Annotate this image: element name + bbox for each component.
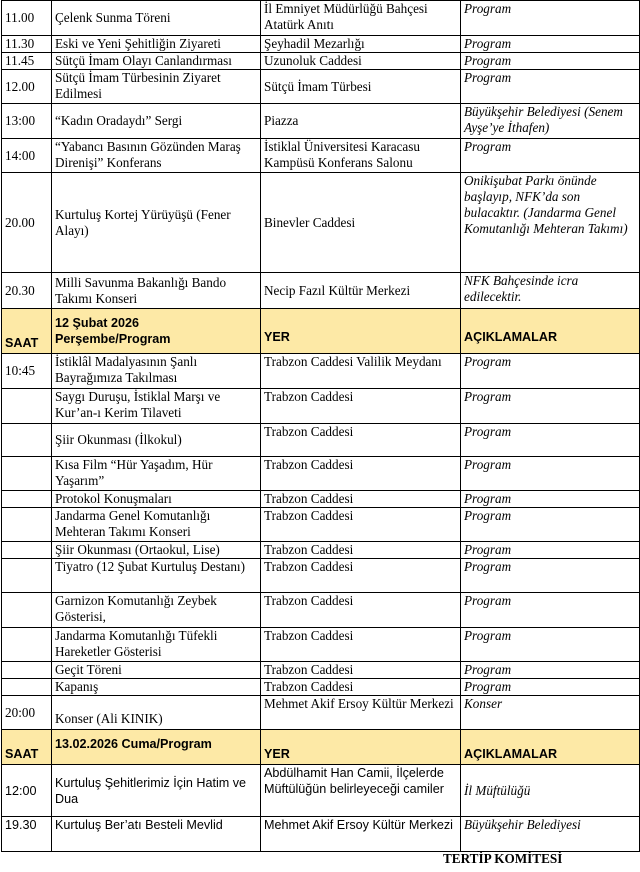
table-row [2, 457, 640, 491]
note-cell: Program [461, 662, 640, 679]
place-cell: Mehmet Akif Ersoy Kültür Merkezi [261, 817, 461, 852]
time-cell: 11.30 [2, 36, 52, 53]
note-cell: Program [461, 354, 640, 389]
event-cell: Sütçü İmam Türbesinin Ziyaret Edilmesi [52, 70, 261, 104]
table-row [2, 104, 640, 139]
note-cell: Konser [461, 696, 640, 730]
time-cell: 13:00 [2, 104, 52, 139]
event-cell: Jandarma Komutanlığı Tüfekli Hareketler Gösterisi [52, 628, 261, 662]
note-cell: Program [461, 139, 640, 173]
table-row [2, 817, 640, 852]
time-cell: 20.00 [2, 173, 52, 273]
note-cell: NFK Bahçesinde icra edilecektir. [461, 273, 640, 309]
time-cell [2, 662, 52, 679]
place-cell: Trabzon Caddesi Valilik Meydanı [261, 354, 461, 389]
header-saat: SAAT [2, 309, 52, 354]
header-aciklamalar: AÇIKLAMALAR [461, 730, 640, 765]
note-cell: Program [461, 593, 640, 628]
table-row [2, 679, 640, 696]
note-cell: Büyükşehir Belediyesi [461, 817, 640, 852]
event-cell: Kurtuluş Kortej Yürüyüşü (Fener Alayı) [52, 173, 261, 273]
time-cell [2, 424, 52, 457]
table-row [2, 1, 640, 36]
table-row [2, 542, 640, 559]
place-cell: Trabzon Caddesi [261, 593, 461, 628]
time-cell [2, 389, 52, 424]
table-row [2, 173, 640, 273]
place-cell: Şeyhadil Mezarlığı [261, 36, 461, 53]
time-cell [2, 593, 52, 628]
table-row [2, 36, 640, 53]
table-row [2, 662, 640, 679]
header-yer: YER [261, 309, 461, 354]
event-cell: Sütçü İmam Olayı Canlandırması [52, 53, 261, 70]
program-table [1, 0, 640, 852]
header-saat: SAAT [2, 730, 52, 765]
note-cell: İl Müftülüğü [461, 765, 640, 817]
time-cell [2, 628, 52, 662]
event-cell: İstiklâl Madalyasının Şanlı Bayrağımıza Takılması [52, 354, 261, 389]
event-cell: Konser (Ali KINIK) [52, 696, 261, 730]
place-cell: Binevler Caddesi [261, 173, 461, 273]
table-row [2, 628, 640, 662]
time-cell: 11.45 [2, 53, 52, 70]
time-cell [2, 559, 52, 593]
event-cell: Geçit Töreni [52, 662, 261, 679]
table-row [2, 273, 640, 309]
place-cell: Piazza [261, 104, 461, 139]
time-cell: 19.30 [2, 817, 52, 852]
place-cell: Trabzon Caddesi [261, 559, 461, 593]
place-cell: Trabzon Caddesi [261, 389, 461, 424]
place-cell: İl Emniyet Müdürlüğü Bahçesi Atatürk Anıtı [261, 1, 461, 36]
event-cell: Jandarma Genel Komutanlığı Mehteran Takımı Konseri [52, 508, 261, 542]
time-cell [2, 457, 52, 491]
event-cell: Şiir Okunması (Ortaokul, Lise) [52, 542, 261, 559]
place-cell: Trabzon Caddesi [261, 542, 461, 559]
event-cell: “Yabancı Basının Gözünden Maraş Direnişi” Konferans [52, 139, 261, 173]
header-date: 12 Şubat 2026 Perşembe/Program [52, 309, 261, 354]
event-cell: Tiyatro (12 Şubat Kurtuluş Destanı) [52, 559, 261, 593]
note-cell: Onikişubat Parkı önünde başlayıp, NFK’da son bulacaktır. (Jandarma Genel Komutanlığı Mehteran Takımı) [461, 173, 640, 273]
note-cell: Program [461, 491, 640, 508]
place-cell: Abdülhamit Han Camii, İlçelerde Müftülüğün belirleyeceği camiler [261, 765, 461, 817]
place-cell: Trabzon Caddesi [261, 679, 461, 696]
note-cell: Program [461, 508, 640, 542]
place-cell: Necip Fazıl Kültür Merkezi [261, 273, 461, 309]
time-cell [2, 508, 52, 542]
note-cell: Program [461, 36, 640, 53]
note-cell: Program [461, 457, 640, 491]
table-row [2, 593, 640, 628]
table-row [2, 389, 640, 424]
time-cell: 12:00 [2, 765, 52, 817]
event-cell: Kısa Film “Hür Yaşadım, Hür Yaşarım” [52, 457, 261, 491]
place-cell: Trabzon Caddesi [261, 424, 461, 457]
event-cell: Kurtuluş Şehitlerimiz İçin Hatim ve Dua [52, 765, 261, 817]
place-cell: Mehmet Akif Ersoy Kültür Merkezi [261, 696, 461, 730]
place-cell: Trabzon Caddesi [261, 508, 461, 542]
place-cell: Trabzon Caddesi [261, 491, 461, 508]
event-cell: “Kadın Oradaydı” Sergi [52, 104, 261, 139]
footer-signature: TERTİP KOMİTESİ [443, 851, 563, 866]
time-cell: 14:00 [2, 139, 52, 173]
event-cell: Milli Savunma Bakanlığı Bando Takımı Konseri [52, 273, 261, 309]
event-cell: Kapanış [52, 679, 261, 696]
time-cell: 20:00 [2, 696, 52, 730]
place-cell: Trabzon Caddesi [261, 628, 461, 662]
header-date: 13.02.2026 Cuma/Program [52, 730, 261, 765]
place-cell: İstiklal Üniversitesi Karacasu Kampüsü Konferans Salonu [261, 139, 461, 173]
time-cell: 11.00 [2, 1, 52, 36]
note-cell: Program [461, 1, 640, 36]
time-cell: 12.00 [2, 70, 52, 104]
table-row [2, 139, 640, 173]
time-cell: 10:45 [2, 354, 52, 389]
note-cell: Program [461, 542, 640, 559]
table-row [2, 354, 640, 389]
note-cell: Program [461, 53, 640, 70]
place-cell: Sütçü İmam Türbesi [261, 70, 461, 104]
note-cell: Program [461, 424, 640, 457]
event-cell: Saygı Duruşu, İstiklal Marşı ve Kur’an-ı Kerim Tilaveti [52, 389, 261, 424]
table-row [2, 559, 640, 593]
table-row [2, 491, 640, 508]
note-cell: Program [461, 628, 640, 662]
table-row [2, 696, 640, 730]
place-cell: Trabzon Caddesi [261, 457, 461, 491]
header-yer: YER [261, 730, 461, 765]
note-cell: Program [461, 70, 640, 104]
event-cell: Eski ve Yeni Şehitliğin Ziyareti [52, 36, 261, 53]
event-cell: Protokol Konuşmaları [52, 491, 261, 508]
table-row [2, 424, 640, 457]
event-cell: Çelenk Sunma Töreni [52, 1, 261, 36]
note-cell: Büyükşehir Belediyesi (Senem Ayşe’ye İthafen) [461, 104, 640, 139]
day-header-row [2, 309, 640, 354]
time-cell [2, 491, 52, 508]
event-cell: Garnizon Komutanlığı Zeybek Gösterisi, [52, 593, 261, 628]
table-row [2, 508, 640, 542]
time-cell [2, 679, 52, 696]
event-cell: Kurtuluş Ber’atı Besteli Mevlid [52, 817, 261, 852]
note-cell: Program [461, 389, 640, 424]
table-row [2, 765, 640, 817]
event-cell: Şiir Okunması (İlkokul) [52, 424, 261, 457]
header-aciklamalar: AÇIKLAMALAR [461, 309, 640, 354]
table-row [2, 53, 640, 70]
time-cell: 20.30 [2, 273, 52, 309]
place-cell: Trabzon Caddesi [261, 662, 461, 679]
place-cell: Uzunoluk Caddesi [261, 53, 461, 70]
note-cell: Program [461, 679, 640, 696]
note-cell: Program [461, 559, 640, 593]
time-cell [2, 542, 52, 559]
day-header-row [2, 730, 640, 765]
table-row [2, 70, 640, 104]
